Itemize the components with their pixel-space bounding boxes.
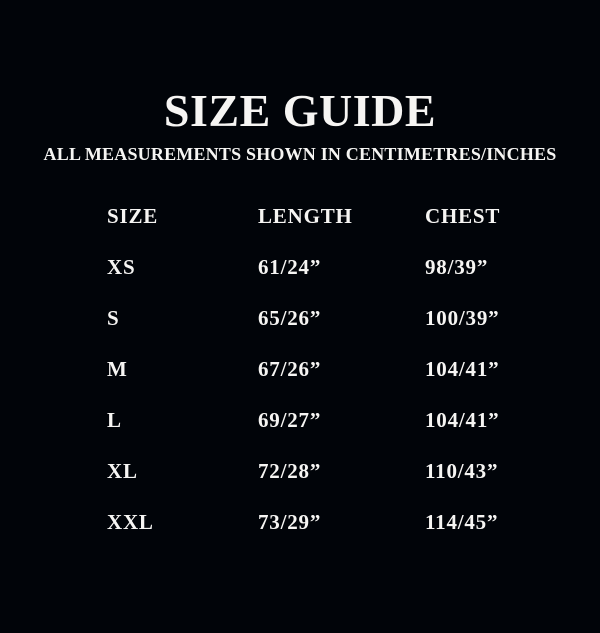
- length-value-l: 69/27”: [258, 408, 322, 432]
- page-title: SIZE GUIDE: [163, 85, 437, 136]
- measurement-units-note: ALL MEASUREMENTS SHOWN IN CENTIMETRES/INCHES: [43, 144, 557, 164]
- length-value-xxl: 73/29”: [258, 510, 322, 534]
- length-value-s: 65/26”: [258, 306, 322, 330]
- chest-value-xl: 110/43”: [425, 459, 499, 483]
- size-label-xs: XS: [107, 255, 136, 279]
- column-header-size: SIZE: [107, 204, 159, 228]
- size-label-s: S: [107, 306, 120, 330]
- column-header-chest: CHEST: [425, 204, 501, 228]
- column-header-length: LENGTH: [258, 204, 353, 228]
- length-value-m: 67/26”: [258, 357, 322, 381]
- length-value-xl: 72/28”: [258, 459, 322, 483]
- chest-value-xs: 98/39”: [425, 255, 489, 279]
- size-label-xl: XL: [107, 459, 138, 483]
- chest-value-xxl: 114/45”: [425, 510, 499, 534]
- size-label-l: L: [107, 408, 122, 432]
- size-table: [107, 206, 600, 563]
- chest-value-s: 100/39”: [425, 306, 500, 330]
- size-label-xxl: XXL: [107, 510, 154, 534]
- length-value-xs: 61/24”: [258, 255, 322, 279]
- chest-value-l: 104/41”: [425, 408, 500, 432]
- size-label-m: M: [107, 357, 128, 381]
- chest-value-m: 104/41”: [425, 357, 500, 381]
